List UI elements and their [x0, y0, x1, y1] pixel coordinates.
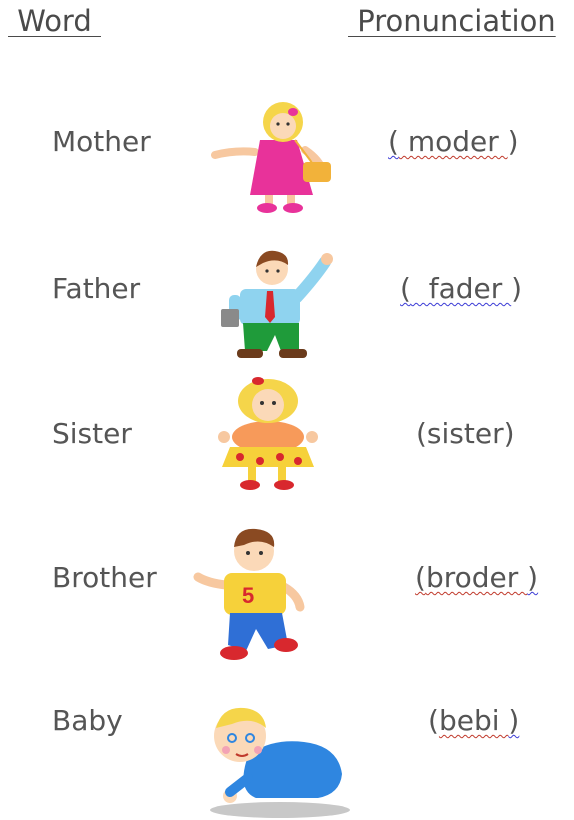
word-label: Father [52, 272, 141, 305]
pronunciation-column-header: Pronunciation [348, 4, 556, 38]
word-label: Baby [52, 704, 123, 737]
word-label: Mother [52, 125, 151, 158]
brother-figure [190, 525, 320, 670]
word-label: Brother [52, 561, 157, 594]
father-figure [215, 247, 340, 365]
vocab-row-sister [0, 375, 574, 515]
pronunciation-text: ( fader ) [400, 272, 523, 305]
pronunciation-text: (bebi ) [428, 704, 520, 737]
pronunciation-text: ( moder ) [388, 125, 519, 158]
vocab-row-baby [0, 680, 574, 820]
baby-figure [200, 698, 355, 820]
word-label: Sister [52, 417, 132, 450]
pronunciation-text: (broder ) [415, 561, 539, 594]
vocab-row-father [0, 245, 574, 385]
svg-text:5: 5 [242, 583, 255, 608]
pronunciation-text: (sister) [416, 417, 515, 450]
sister-figure [210, 375, 328, 497]
word-column-header: Word [8, 4, 101, 38]
vocab-row-mother [0, 100, 574, 240]
mother-figure [205, 100, 345, 215]
vocab-row-brother [0, 525, 574, 665]
